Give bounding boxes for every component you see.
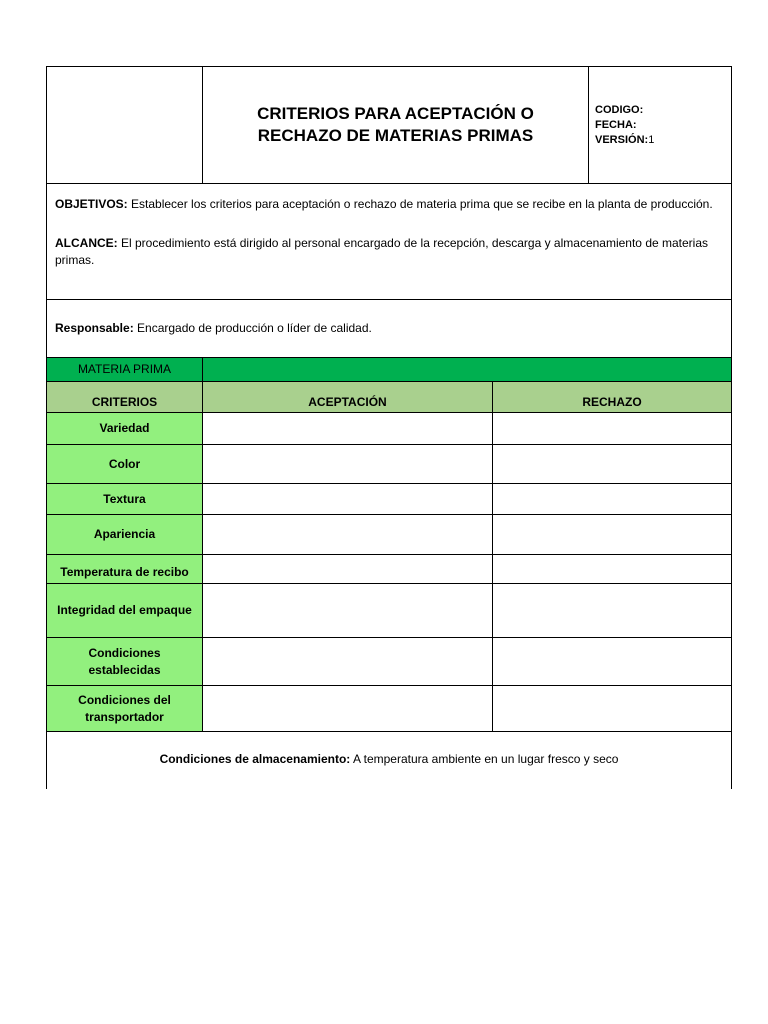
table-row [46, 412, 732, 444]
almacenamiento-label: Condiciones de almacenamiento: [159, 752, 351, 766]
table-row [46, 554, 732, 583]
objetivos-text: Establecer los criterios para aceptación o rechazo de materia prima que se recibe en la planta de producción. [127, 197, 713, 211]
column-header-aceptacion: ACEPTACIÓN [203, 382, 493, 412]
responsable-label: Responsable: [55, 321, 134, 335]
responsable-section [46, 299, 732, 357]
version-label: VERSIÓN: [595, 133, 649, 146]
aceptacion-cell[interactable] [203, 515, 493, 554]
objetivos-label: OBJETIVOS: [55, 197, 128, 211]
column-header-criterios: CRITERIOS [47, 382, 203, 412]
rechazo-cell[interactable] [493, 413, 731, 444]
aceptacion-cell[interactable] [203, 445, 493, 483]
document-form [46, 66, 732, 789]
table-row [46, 483, 732, 514]
almacenamiento-text: A temperatura ambiente en un lugar fresco y seco [350, 752, 619, 766]
almacenamiento-section [46, 731, 732, 789]
almacenamiento-line [160, 752, 619, 789]
form-header [46, 66, 732, 183]
form-meta [589, 67, 731, 183]
table-header-row [46, 381, 732, 412]
materia-prima-label: MATERIA PRIMA [47, 358, 203, 381]
criterio-apariencia: Apariencia [47, 515, 203, 554]
table-row [46, 444, 732, 483]
criterio-condiciones-transportador: Condiciones del transportador [47, 686, 203, 731]
rechazo-cell[interactable] [493, 638, 731, 685]
column-header-rechazo: RECHAZO [582, 395, 642, 409]
version-value: 1 [648, 133, 655, 146]
criterio-textura: Textura [47, 484, 203, 514]
alcance-paragraph [55, 235, 723, 269]
codigo-label: CODIGO: [595, 103, 644, 116]
aceptacion-cell[interactable] [203, 555, 493, 583]
criterio-color: Color [47, 445, 203, 483]
table-row [46, 637, 732, 685]
rechazo-cell[interactable] [493, 445, 731, 483]
form-title: CRITERIOS PARA ACEPTACIÓN O RECHAZO DE MATERIAS PRIMAS [257, 104, 534, 145]
rechazo-cell[interactable] [493, 686, 731, 731]
materia-prima-value [203, 358, 731, 381]
objetivos-paragraph [55, 196, 723, 213]
criterio-variedad: Variedad [47, 413, 203, 444]
rechazo-cell[interactable] [493, 515, 731, 554]
criterio-temperatura: Temperatura de recibo [47, 555, 203, 583]
alcance-text: El procedimiento está dirigido al personal encargado de la recepción, descarga y almacenamiento de materias primas. [55, 236, 709, 267]
aceptacion-cell[interactable] [203, 686, 493, 731]
criterio-condiciones-establecidas: Condiciones establecidas [47, 638, 203, 685]
aceptacion-cell[interactable] [203, 584, 493, 637]
table-row [46, 514, 732, 554]
objectives-section [46, 183, 732, 299]
aceptacion-cell[interactable] [203, 413, 493, 444]
materia-prima-row [46, 357, 732, 381]
logo-area [47, 67, 203, 183]
rechazo-cell[interactable] [493, 584, 731, 637]
version-line [595, 133, 731, 148]
table-row [46, 583, 732, 637]
alcance-label: ALCANCE: [55, 236, 118, 250]
form-title-cell [203, 67, 589, 183]
aceptacion-cell[interactable] [203, 638, 493, 685]
rechazo-cell[interactable] [493, 484, 731, 514]
fecha-label: FECHA: [595, 118, 637, 131]
table-row [46, 685, 732, 731]
responsable-text: Encargado de producción o líder de calidad. [133, 321, 372, 335]
aceptacion-cell[interactable] [203, 484, 493, 514]
rechazo-cell[interactable] [493, 555, 731, 583]
criterio-integridad: Integridad del empaque [47, 584, 203, 637]
